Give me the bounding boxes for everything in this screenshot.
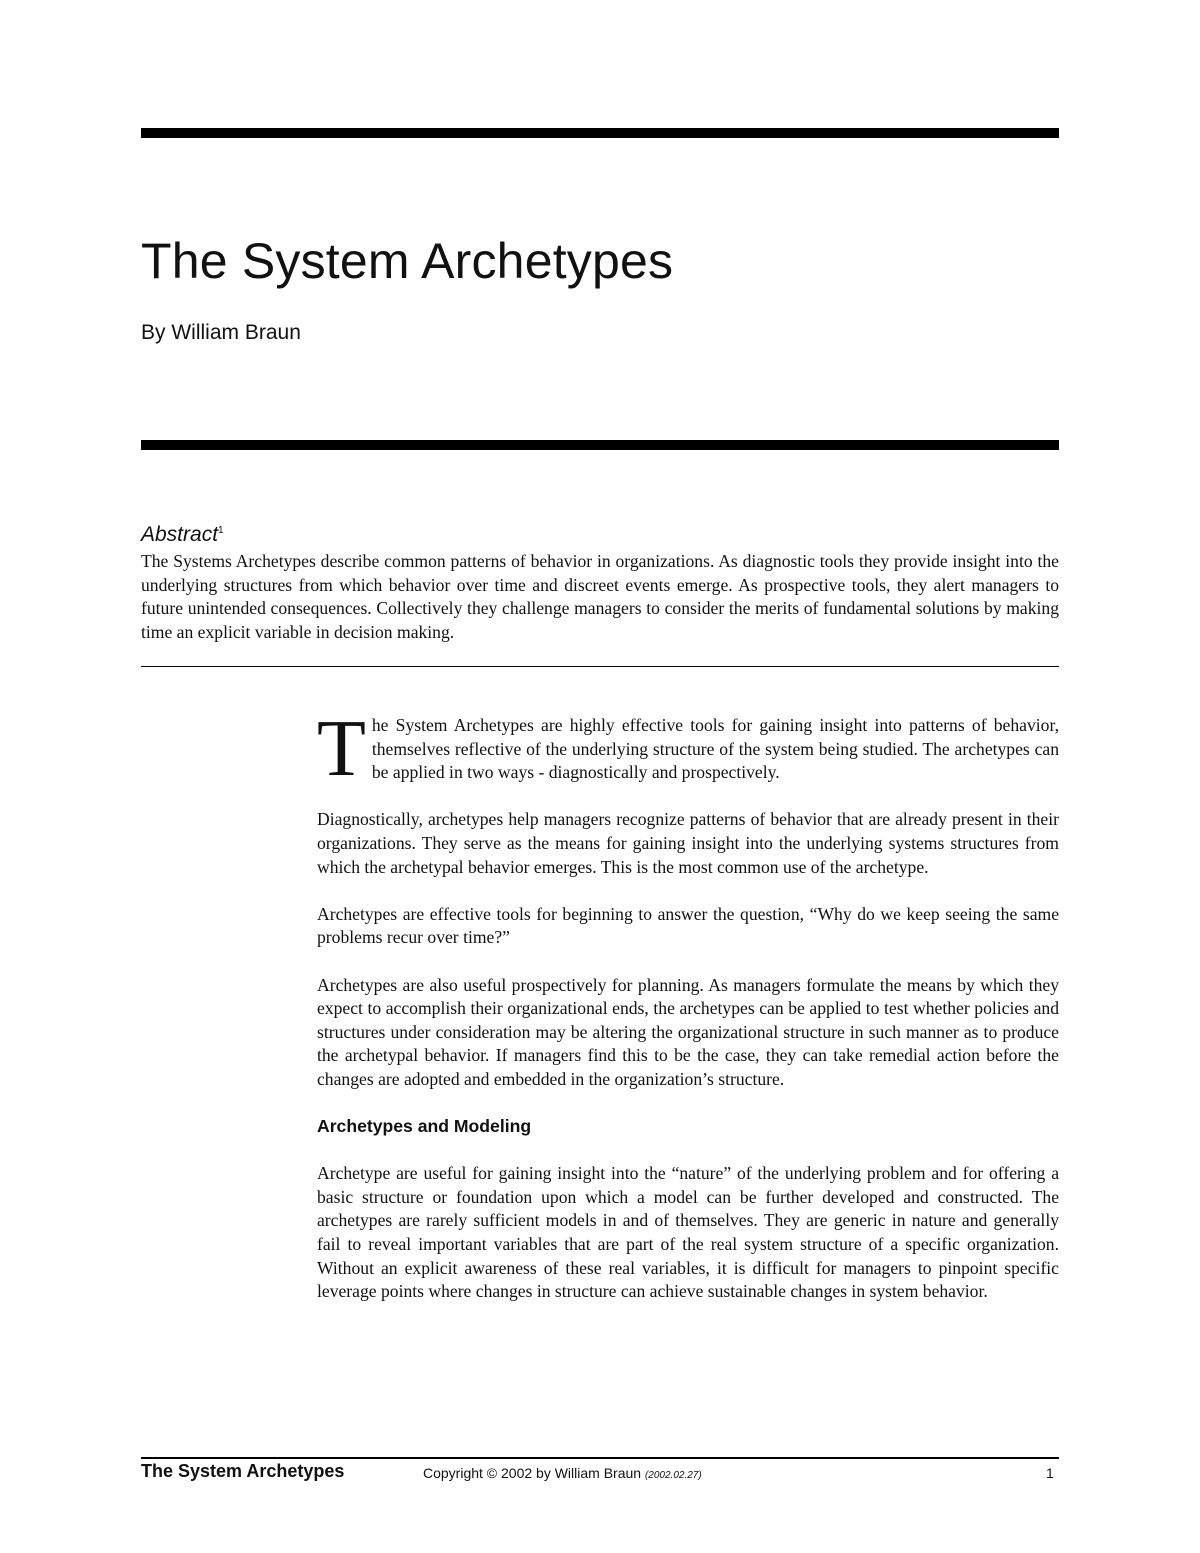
paragraph-diagnostic: Diagnostically, archetypes help managers recognize patterns of behavior that are already present in their organizations. They serve as the means for gaining insight into the underlying systems structures from which the archetypal behavior emerges. This is the most common use of the archetype. — [317, 809, 1059, 877]
paragraph-question: Archetypes are effective tools for beginning to answer the question, “Why do we keep seeing the same problems recur over time?” — [317, 903, 1059, 948]
abstract-divider — [141, 666, 1059, 667]
section-heading: Archetypes and Modeling — [317, 1116, 532, 1137]
paragraph-modeling: Archetype are useful for gaining insight into the “nature” of the underlying problem and for offering a basic structure or foundation upon which a model can be further developed and constructed. The archetypes are rarely sufficient models in and of themselves. They are generic in nature and generally fail to reveal important variables that are part of the real system structure of a specific organization. Without an explicit awareness of these real variables, it is difficult for managers to pinpoint specific leverage points where changes in structure can achieve sustainable changes in system behavior. — [317, 1163, 1059, 1302]
footer-copyright — [423, 1465, 702, 1481]
page-title: The System Archetypes — [141, 233, 674, 289]
drop-cap: T — [317, 705, 366, 793]
footnote-marker: 1 — [218, 525, 224, 536]
top-rule — [141, 128, 1059, 138]
footer-copyright-text: Copyright © 2002 by William Braun — [423, 1465, 642, 1481]
intro-text: he System Archetypes are highly effective tools for gaining insight into patterns of behavior, themselves reflective of the underlying structure of the system being studied. The archetypes can be applied in two ways - diagnostically and prospectively. — [371, 715, 1059, 783]
intro-paragraph — [317, 705, 1059, 793]
paragraph-prospective: Archetypes are also useful prospectively for planning. As managers formulate the means by which they expect to accomplish their organizational ends, the archetypes can be applied to test whether policies and structures under consideration may be altering the organizational structure in such manner as to produce the archetypal behavior. If managers find this to be the case, they can take remedial action before the changes are adopted and embedded in the organization’s structure. — [317, 974, 1059, 1089]
footer-date: (2002.02.27) — [644, 1470, 702, 1481]
author-byline: By William Braun — [141, 321, 301, 344]
abstract-heading — [141, 522, 224, 547]
footer-rule — [141, 1457, 1059, 1459]
abstract-text: The Systems Archetypes describe common patterns of behavior in organizations. As diagnostic tools they provide insight into the underlying structures from which behavior over time and discreet events emerge. As prospective tools, they alert managers to future unintended consequences. Collectively they challenge managers to consider the merits of fundamental solutions by making time an explicit variable in decision making. — [141, 551, 1059, 642]
header-bottom-rule — [141, 440, 1059, 450]
page-number: 1 — [1046, 1465, 1054, 1481]
footer-title: The System Archetypes — [141, 1461, 345, 1481]
abstract-heading-label: Abstract — [141, 523, 219, 546]
body-column — [317, 705, 1059, 1327]
